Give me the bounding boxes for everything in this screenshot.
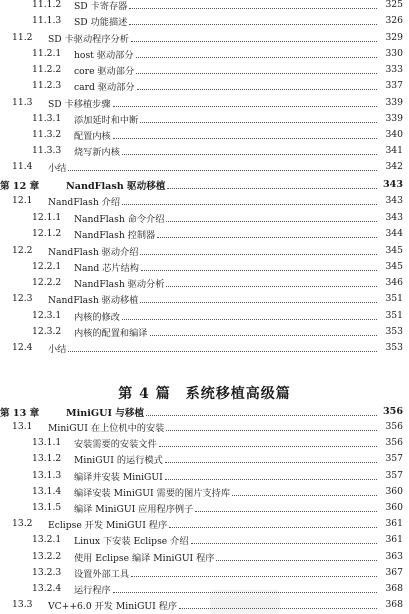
- dot-leader: [191, 542, 377, 544]
- toc-subsection-entry: [0, 111, 409, 126]
- toc-entry-page: 360: [385, 486, 403, 497]
- dot-leader: [113, 105, 377, 107]
- toc-entry-title: host 驱动部分: [74, 49, 134, 61]
- toc-entry-number: 12.2.1: [32, 261, 62, 272]
- toc-entry-page: 356: [385, 421, 403, 432]
- toc-subsection-entry: [0, 13, 409, 28]
- toc-entry-title: 配置内核: [74, 130, 111, 142]
- toc-entry-number: 13.1: [12, 421, 33, 432]
- dot-leader: [122, 153, 377, 155]
- toc-entry-page: 330: [385, 48, 403, 59]
- dot-leader: [167, 187, 377, 189]
- toc-entry-title: MiniGUI 与移植: [66, 407, 145, 419]
- toc-entry-page: 363: [385, 551, 403, 562]
- toc-entry-title: 设置外部工具: [74, 568, 130, 580]
- dot-leader: [136, 72, 377, 74]
- toc-entry-number: 13.1.4: [32, 486, 62, 497]
- toc-entry-number: 11.1.3: [32, 15, 62, 26]
- toc-subsection-entry: [0, 275, 409, 290]
- toc-entry-number: 13.1.2: [32, 453, 62, 464]
- toc-entry-number: 12.3.2: [32, 326, 62, 337]
- toc-entry-page: 345: [385, 261, 403, 272]
- dot-leader: [166, 429, 377, 431]
- toc-subsection-entry: [0, 581, 409, 596]
- toc-entry-title: 小结: [48, 162, 67, 174]
- toc-entry-title: 小结: [48, 343, 67, 355]
- dot-leader: [157, 236, 377, 238]
- toc-entry-title: NandFlash 介绍: [48, 196, 121, 208]
- toc-entry-page: 357: [385, 470, 403, 481]
- toc-entry-page: 344: [385, 228, 403, 239]
- toc-entry-title: NandFlash 驱动移植: [66, 180, 166, 192]
- dot-leader: [129, 23, 377, 25]
- toc-section-entry: [0, 95, 409, 110]
- toc-subsection-entry: [0, 143, 409, 158]
- toc-entry-number: 12.2.2: [32, 277, 62, 288]
- toc-entry-title: SD 卡移植步骤: [48, 98, 111, 110]
- toc-section-entry: [0, 243, 409, 258]
- toc-section-entry: [0, 340, 409, 355]
- toc-entry-title: 编译 MiniGUI 应用程序例子: [74, 503, 194, 515]
- dot-leader: [169, 526, 377, 528]
- toc-entry-number: 11.3.3: [32, 145, 62, 156]
- toc-chapter-entry: [0, 404, 409, 419]
- toc-entry-number: 11.1.2: [32, 0, 62, 10]
- toc-entry-title: core 驱动部分: [74, 65, 135, 77]
- toc-entry-page: 346: [385, 277, 403, 288]
- toc-subsection-entry: [0, 0, 409, 12]
- toc-subsection-entry: [0, 451, 409, 466]
- toc-entry-title: Eclipse 开发 MiniGUI 程序: [48, 519, 168, 531]
- toc-subsection-entry: [0, 500, 409, 515]
- toc-entry-page: 342: [385, 161, 403, 172]
- toc-entry-title: 添加延时和中断: [74, 114, 139, 126]
- toc-entry-page: 345: [385, 245, 403, 256]
- toc-entry-number: 13.2.1: [32, 534, 62, 545]
- toc-entry-number: 11.2.2: [32, 64, 62, 75]
- dot-leader: [137, 88, 377, 90]
- toc-section-entry: [0, 291, 409, 306]
- toc-entry-title: NandFlash 驱动移植: [48, 294, 139, 306]
- toc-entry-page: 326: [385, 15, 403, 26]
- dot-leader: [166, 285, 377, 287]
- toc-subsection-entry: [0, 210, 409, 225]
- toc-entry-number: 11.2.1: [32, 48, 62, 59]
- dot-leader: [195, 510, 377, 512]
- toc-entry-number: 12.1: [12, 195, 33, 206]
- toc-entry-number: 11.3.1: [32, 113, 62, 124]
- toc-entry-title: MiniGUI 在上位机中的安装: [48, 422, 165, 434]
- toc-entry-page: 361: [385, 518, 403, 529]
- toc-entry-number: 13.2.4: [32, 583, 62, 594]
- toc-entry-title: NandFlash 驱动介绍: [48, 246, 139, 258]
- toc-subsection-entry: [0, 484, 409, 499]
- toc-section-entry: [0, 193, 409, 208]
- dot-leader: [165, 461, 377, 463]
- toc-entry-page: 340: [385, 129, 403, 140]
- dot-leader: [146, 414, 377, 416]
- toc-entry-number: 12.3.1: [32, 310, 62, 321]
- toc-section-entry: [0, 419, 409, 434]
- toc-entry-page: 353: [385, 326, 403, 337]
- toc-entry-page: 329: [385, 32, 403, 43]
- toc-entry-number: 第 13 章: [0, 407, 40, 419]
- toc-entry-title: SD 卡驱动程序分析: [48, 33, 129, 45]
- toc-entry-title: 内核的配置和编译: [74, 327, 148, 339]
- toc-entry-number: 11.2.3: [32, 80, 62, 91]
- toc-entry-page: 357: [385, 453, 403, 464]
- toc-entry-number: 13.3: [12, 599, 33, 610]
- toc-entry-page: 368: [385, 599, 403, 610]
- dot-leader: [129, 7, 377, 9]
- toc-entry-number: 12.3: [12, 293, 33, 304]
- toc-entry-number: 11.3.2: [32, 129, 62, 140]
- dot-leader: [140, 301, 377, 303]
- toc-entry-number: 11.2: [12, 32, 33, 43]
- toc-section-entry: [0, 516, 409, 531]
- dot-leader: [140, 253, 377, 255]
- toc-entry-number: 12.1.1: [32, 212, 62, 223]
- dot-leader: [122, 203, 377, 205]
- toc-entry-number: 12.4: [12, 342, 33, 353]
- dot-leader: [159, 445, 377, 447]
- toc-entry-title: NandFlash 控制器: [74, 229, 156, 241]
- toc-entry-number: 13.1.1: [32, 437, 62, 448]
- toc-entry-page: 339: [385, 97, 403, 108]
- toc-entry-page: 341: [385, 145, 403, 156]
- dot-leader: [136, 56, 377, 58]
- toc-subsection-entry: [0, 549, 409, 564]
- toc-entry-page: 337: [385, 80, 403, 91]
- toc-entry-page: 325: [385, 0, 403, 10]
- toc-entry-page: 360: [385, 502, 403, 513]
- toc-entry-number: 13.2.2: [32, 551, 62, 562]
- toc-entry-title: SD 卡寄存器: [74, 0, 128, 12]
- toc-entry-title: 使用 Eclipse 编译 MiniGUI 程序: [74, 552, 215, 564]
- toc-entry-title: Linux 下安装 Eclipse 介绍: [74, 535, 189, 547]
- dot-leader: [113, 137, 377, 139]
- toc-entry-title: 编译安装 MiniGUI 需要的图片支持库: [74, 487, 231, 499]
- toc-entry-page: 368: [385, 583, 403, 594]
- toc-entry-page: 333: [385, 64, 403, 75]
- dot-leader: [165, 478, 377, 480]
- toc-entry-number: 12.1.2: [32, 228, 62, 239]
- toc-entry-title: 内核的修改: [74, 311, 120, 323]
- toc-entry-title: NandFlash 驱动分析: [74, 278, 165, 290]
- toc-subsection-entry: [0, 46, 409, 61]
- toc-entry-number: 13.1.3: [32, 470, 62, 481]
- toc-entry-page: 353: [385, 342, 403, 353]
- dot-leader: [141, 269, 377, 271]
- toc-subsection-entry: [0, 532, 409, 547]
- toc-entry-page: 343: [382, 179, 403, 190]
- dot-leader: [68, 169, 377, 171]
- toc-subsection-entry: [0, 324, 409, 339]
- toc-subsection-entry: [0, 308, 409, 323]
- toc-entry-number: 12.2: [12, 245, 33, 256]
- toc-subsection-entry: [0, 435, 409, 450]
- toc-entry-number: 13.2.3: [32, 567, 62, 578]
- dot-leader: [150, 334, 378, 336]
- toc-subsection-entry: [0, 259, 409, 274]
- dot-leader: [131, 575, 377, 577]
- dot-leader: [216, 559, 377, 561]
- toc-entry-page: 351: [385, 293, 403, 304]
- toc-entry-page: 343: [385, 212, 403, 223]
- toc-subsection-entry: [0, 127, 409, 142]
- toc-entry-title: card 驱动部分: [74, 81, 135, 93]
- toc-subsection-entry: [0, 226, 409, 241]
- dot-leader: [113, 591, 377, 593]
- toc-chapter-entry: [0, 177, 409, 192]
- toc-entry-page: 361: [385, 534, 403, 545]
- toc-subsection-entry: [0, 468, 409, 483]
- toc-section-entry: [0, 159, 409, 174]
- toc-subsection-entry: [0, 78, 409, 93]
- toc-entry-title: VC++6.0 开发 MiniGUI 程序: [48, 600, 178, 612]
- toc-entry-page: 367: [385, 567, 403, 578]
- dot-leader: [179, 607, 377, 609]
- toc-entry-title: 运行程序: [74, 584, 111, 596]
- toc-entry-page: 343: [385, 195, 403, 206]
- dot-leader: [166, 220, 377, 222]
- toc-entry-number: 13.1.5: [32, 502, 62, 513]
- toc-subsection-entry: [0, 62, 409, 77]
- toc-entry-title: 安装需要的安装文件: [74, 438, 157, 450]
- part-title: 第 4 篇 系统移植高级篇: [118, 386, 291, 402]
- dot-leader: [232, 494, 377, 496]
- toc-section-entry: [0, 30, 409, 45]
- dot-leader: [131, 40, 377, 42]
- toc-entry-number: 13.2: [12, 518, 33, 529]
- dot-leader: [122, 318, 377, 320]
- toc-entry-number: 11.3: [12, 97, 33, 108]
- toc-entry-title: NandFlash 命令介绍: [74, 213, 165, 225]
- toc-entry-title: SD 功能描述: [74, 16, 128, 28]
- toc-entry-page: 356: [382, 406, 403, 417]
- toc-entry-page: 339: [385, 113, 403, 124]
- toc-entry-number: 第 12 章: [0, 180, 40, 192]
- toc-entry-page: 356: [385, 437, 403, 448]
- toc-subsection-entry: [0, 565, 409, 580]
- toc-entry-title: MiniGUI 的运行模式: [74, 454, 163, 466]
- toc-entry-title: 编译并安装 MiniGUI: [74, 471, 163, 483]
- toc-section-entry: [0, 597, 409, 612]
- toc-entry-number: 11.4: [12, 161, 33, 172]
- toc-entry-title: Nand 芯片结构: [74, 262, 139, 274]
- dot-leader: [140, 121, 377, 123]
- dot-leader: [68, 350, 377, 352]
- toc-entry-page: 351: [385, 310, 403, 321]
- toc-entry-title: 烧写新内核: [74, 146, 120, 158]
